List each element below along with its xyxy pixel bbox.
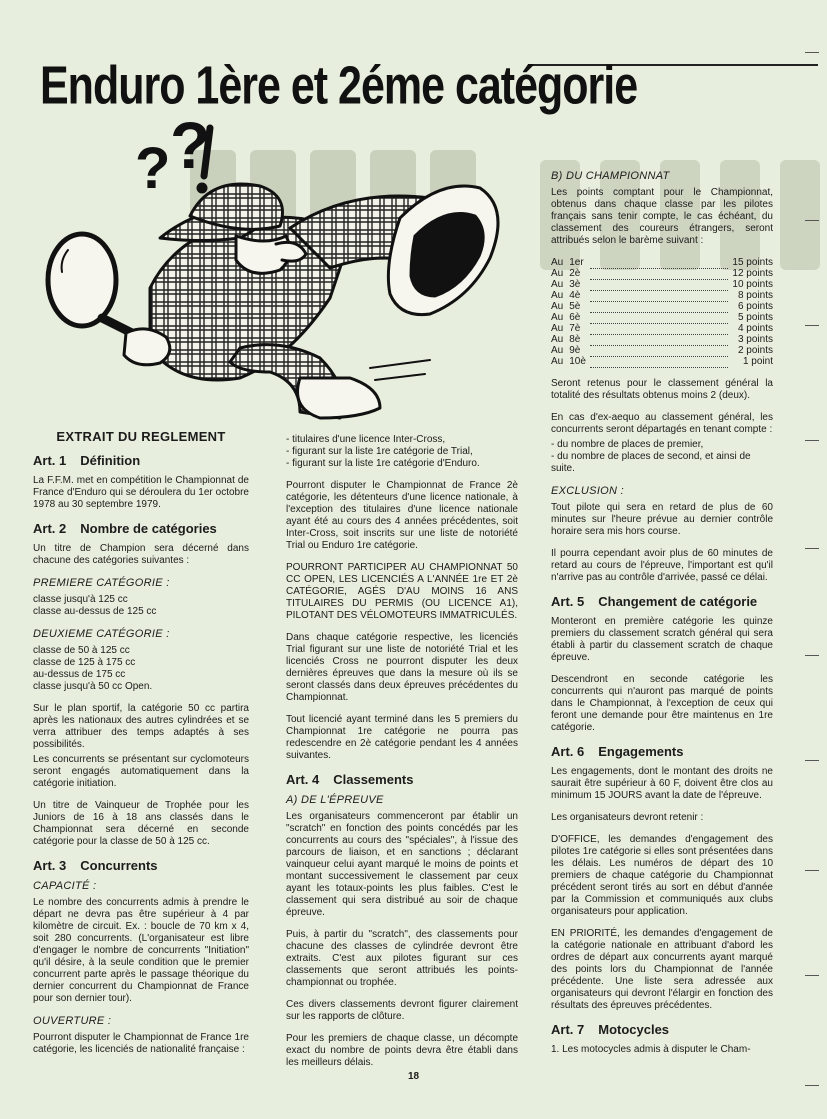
edge-mark [805,655,819,656]
article-title: Concurrents [80,858,158,873]
paragraph-uppercase: POURRONT PARTICIPER AU CHAMPIONNAT 50 CC OPEN, LES LICENCIÉS A L'ANNÉE 1re ET 2è CATÉGORIE, AGÉS D'AU MOINS 16 ANS TITULAIRES DU PERMIS (OU LICENCE A1), PILOTANT DES VÉLOMOTEURS IMMATRICULÉS. [286,562,518,621]
list-item: classe jusqu'à 50 cc Open. [33,681,153,692]
points-dots [590,312,728,323]
column-1 [33,431,249,1066]
points-dots [590,257,728,268]
points-au: Au [551,345,564,356]
subheading-exclusion: EXCLUSION : [551,484,624,497]
points-value: 12 points [732,268,773,279]
list-item: - figurant sur la liste 1re catégorie d'Enduro. [286,458,480,469]
points-row [551,257,773,268]
paragraph: En cas d'ex-aequo au classement général, les concurrents seront départagés en tenant compte : [551,411,773,435]
points-value: 8 points [737,290,773,301]
paragraph: Les concurrents se présentant sur cyclomoteurs seront engagés automatiquement dans la catégorie initiation. [33,754,249,789]
article-3-heading [33,860,249,872]
points-value: 15 points [732,257,773,268]
list-item: classe jusqu'à 125 cc [33,594,128,605]
points-row [551,345,773,356]
paragraph: Puis, à partir du "scratch", des classements pour chacune des classes de cylindrée devront être extraits. C'est aux pilotes figurant sur ces classements que seront attribués les points-championnat ou trophée. [286,929,518,988]
article-title: Nombre de catégories [80,521,217,536]
subheading-premiere-categorie: PREMIERE CATÉGORIE : [33,577,170,589]
points-dots [590,323,728,334]
subheading-deuxieme-categorie: DEUXIEME CATÉGORIE : [33,628,170,640]
article-4-heading [286,774,518,786]
points-value: 5 points [737,312,773,323]
paragraph: Il pourra cependant avoir plus de 60 minutes de retard au cours de l'épreuve, l'important est qu'il n'arrive pas au contrôle d'arrivée, passé ce délai. [551,547,773,583]
points-place: 8è [569,334,581,345]
edge-mark [805,975,819,976]
points-au: Au [551,334,564,345]
paragraph: Monteront en première catégorie les quinze premiers du classement scratch général qui sera établi à partir du classement scratch de chaque épreuve. [551,615,773,663]
article-number: Art. 7 [551,1021,585,1037]
article-2-heading [33,523,249,535]
points-row [551,356,773,367]
list-item: - du nombre de places de second, et ainsi de suite. [551,450,751,474]
points-row [551,323,773,334]
article-number: Art. 5 [551,593,585,609]
points-dots [590,345,728,356]
points-au: Au [551,312,564,323]
article-1-heading [33,455,249,467]
list-departage [551,439,773,475]
points-value: 2 points [737,345,773,356]
points-row [551,268,773,279]
points-dots [590,334,728,345]
points-value: 3 points [737,334,773,345]
article-number: Art. 6 [551,743,585,759]
edge-mark [805,870,819,871]
list-licences [286,434,518,470]
list-item: classe de 50 à 125 cc [33,645,130,656]
paragraph: Sur le plan sportif, la catégorie 50 cc partira après les nationaux des autres cylindrées et se verra attribuer des temps adaptés à ses possibilités. [33,703,249,750]
points-place: 9è [569,345,581,356]
edge-mark [805,220,819,221]
paragraph: EN PRIORITÉ, les demandes d'engagement de la catégorie nationale en attribuant d'abord les ordres de départ aux concurrents ayant marqué des points lors du Championnat de l'année précédente. Une liste sera adressée aux organisateurs qui devront l'élargir en fonction des résultats des épreuves précédentes. [551,927,773,1011]
points-place: 6è [569,312,581,323]
paragraph: D'OFFICE, les demandes d'engagement des pilotes 1re catégorie si elles sont présentées dans les délais. Les numéros de départ des 10 premiers de chaque catégorie du Championnat précédent seront tirés au sort en début d'année par la Commission et communiqués aux clubs organisateurs pour application. [551,833,773,917]
points-au: Au [551,290,564,301]
list-item: au-dessus de 175 cc [33,669,126,680]
edge-mark [805,52,819,53]
column-3 [551,166,773,1066]
points-au: Au [551,257,564,268]
points-place: 4è [569,290,581,301]
list-premiere-categorie [33,594,249,618]
points-au: Au [551,323,564,334]
paragraph: Dans chaque catégorie respective, les licenciés Trial figurant sur une liste de notoriété Trial et les licenciés Cross ne pourront disputer les deux dernières épreuves que dans la mesure où ils se seront classés dans deux épreuves précédentes du Championnat. [286,632,518,703]
edge-mark [805,760,819,761]
list-item: classe au-dessus de 125 cc [33,606,157,617]
points-place: 10è [569,356,586,367]
paragraph: Seront retenus pour le classement général la totalité des résultats obtenus moins 2 (deux). [551,377,773,401]
paragraph: Tout licencié ayant terminé dans les 5 premiers du Championnat 1re catégorie ne pourra pas redescendre en 2è catégorie pendant les 4 années suivantes. [286,714,518,761]
points-au: Au [551,279,564,290]
points-row [551,312,773,323]
svg-text:?: ? [170,118,211,182]
column-2 [286,434,518,1079]
edge-mark [805,548,819,549]
points-place: 2è [569,268,581,279]
list-item: - figurant sur la liste 1re catégorie de Trial, [286,446,473,457]
list-item: - du nombre de places de premier, [551,438,704,450]
points-dots [590,290,728,301]
points-place: 7è [569,323,581,334]
article-title: Engagements [598,743,684,759]
paragraph: Descendront en seconde catégorie les concurrents qui n'auront pas marqué de points dans le Championnat, à l'exception de ceux qui feront une demande pour être maintenus en 1re catégorie. [551,673,773,733]
points-dots [590,268,728,279]
paragraph: Les organisateurs commenceront par établir un "scratch" en fonction des points concédés par les concurrents au cours des "spéciales", à l'issue des parcours de liaison, et en sanctions ; déclarant vainqueur celui ayant marqué le moins de points et montant successivement le classement par ceux ayant les totaux-points les plus faibles. C'est le classement qui sera distribué au soir de chaque épreuve. [286,811,518,918]
article-number: Art. 2 [33,521,67,536]
paragraph: Les engagements, dont le montant des droits ne saurait être supérieur à 60 F, doivent être clos au minimum 15 JOURS avant la date de l'épreuve. [551,765,773,801]
paragraph: Pourront disputer le Championnat de France 1re catégorie, les licenciés de nationalité française : [33,1032,249,1055]
paragraph: Pour les premiers de chaque classe, un décompte exact du nombre de points devra être établi dans les meilleurs délais. [286,1033,518,1068]
paragraph: 1. Les motocycles admis à disputer le Cham- [551,1043,751,1055]
cartoon-detective-illustration [40,118,535,423]
paragraph: Tout pilote qui sera en retard de plus de 60 minutes sur l'heure prévue au dernier contrôle horaire sera mis hors course. [551,501,773,537]
article-6-heading [551,743,773,759]
points-row [551,279,773,290]
edge-mark [805,1085,819,1086]
points-dots [590,356,728,367]
section-heading-extrait: EXTRAIT DU REGLEMENT [56,429,226,444]
points-row [551,334,773,345]
list-item: classe de 125 à 175 cc [33,657,136,668]
list-item: - titulaires d'une licence Inter-Cross, [286,434,446,445]
points-row [551,290,773,301]
points-au: Au [551,301,564,312]
svg-text:?: ? [135,136,171,201]
points-au: Au [551,356,564,367]
subheading-du-championnat: B) DU CHAMPIONNAT [551,170,670,182]
paragraph: Ces divers classements devront figurer clairement sur les rapports de clôture. [286,999,518,1022]
points-place: 5è [569,301,581,312]
points-value: 1 point [742,356,773,367]
subheading-ouverture: OUVERTURE : [33,1015,112,1027]
subheading-de-l-epreuve: A) DE L'ÉPREUVE [286,794,384,806]
paragraph: Les organisateurs devront retenir : [551,811,704,823]
edge-mark [805,325,819,326]
points-dots [590,301,728,312]
points-value: 10 points [732,279,773,290]
points-au: Au [551,268,564,279]
paragraph: Un titre de Vainqueur de Trophée pour les Juniors de 16 à 18 ans classés dans le Championnat sera décerné en seconde catégorie pour la classe de 50 à 125 cc. [33,800,249,847]
points-row [551,301,773,312]
edge-mark [805,440,819,441]
article-number: Art. 3 [33,858,67,873]
article-title: Motocycles [598,1021,670,1037]
page-number: 18 [407,1071,420,1082]
list-deuxieme-categorie [33,645,249,693]
points-place: 3è [569,279,581,290]
points-value: 4 points [737,323,773,334]
subheading-capacite: CAPACITÉ : [33,880,97,892]
points-value: 6 points [737,301,773,312]
article-number: Art. 4 [286,772,320,787]
points-place: 1er [569,257,584,268]
page-title: Enduro 1ère et 2éme catégorie [40,56,638,116]
article-5-heading [551,593,773,609]
paragraph: Le nombre des concurrents admis à prendre le départ ne devra pas être supérieur à 4 par kilomètre de circuit. Ex. : boucle de 70 km x 4, soit 280 concurrents. (L'organisateur est libre d'engager le nombre de concurrents "Initiation" qu'il désire, à la seule condition que le premier concurrent parte après le passage théorique du dernier concurrent du Championnat de France pour son dernier tour). [33,897,249,1004]
paragraph: Un titre de Champion sera décerné dans chacune des catégories suivantes : [33,543,249,566]
points-dots [590,279,728,290]
paragraph: Pourront disputer le Championnat de France 2è catégorie, les détenteurs d'une licence nationale, à l'exception des titulaires d'une licence nationale ayant été au cours des 4 années précédentes, soit Inter-Cross, soit inscrits sur une liste de notoriété Trial ou Enduro 1re catégorie. [286,480,518,551]
paragraph: La F.F.M. met en compétition le Championnat de France d'Enduro qui se déroulera du 1er octobre 1978 au 30 septembre 1979. [33,475,249,510]
article-7-heading [551,1021,773,1037]
article-title: Définition [80,453,141,468]
article-number: Art. 1 [33,453,67,468]
paragraph: Les points comptant pour le Championnat, obtenus dans chaque classe par les pilotes français sans tenir compte, le cas échéant, du classement des coureurs étrangers, seront attribués selon le barème suivant : [551,187,773,246]
article-title: Changement de catégorie [598,593,758,609]
points-scale-table [551,257,773,368]
article-title: Classements [333,772,414,787]
